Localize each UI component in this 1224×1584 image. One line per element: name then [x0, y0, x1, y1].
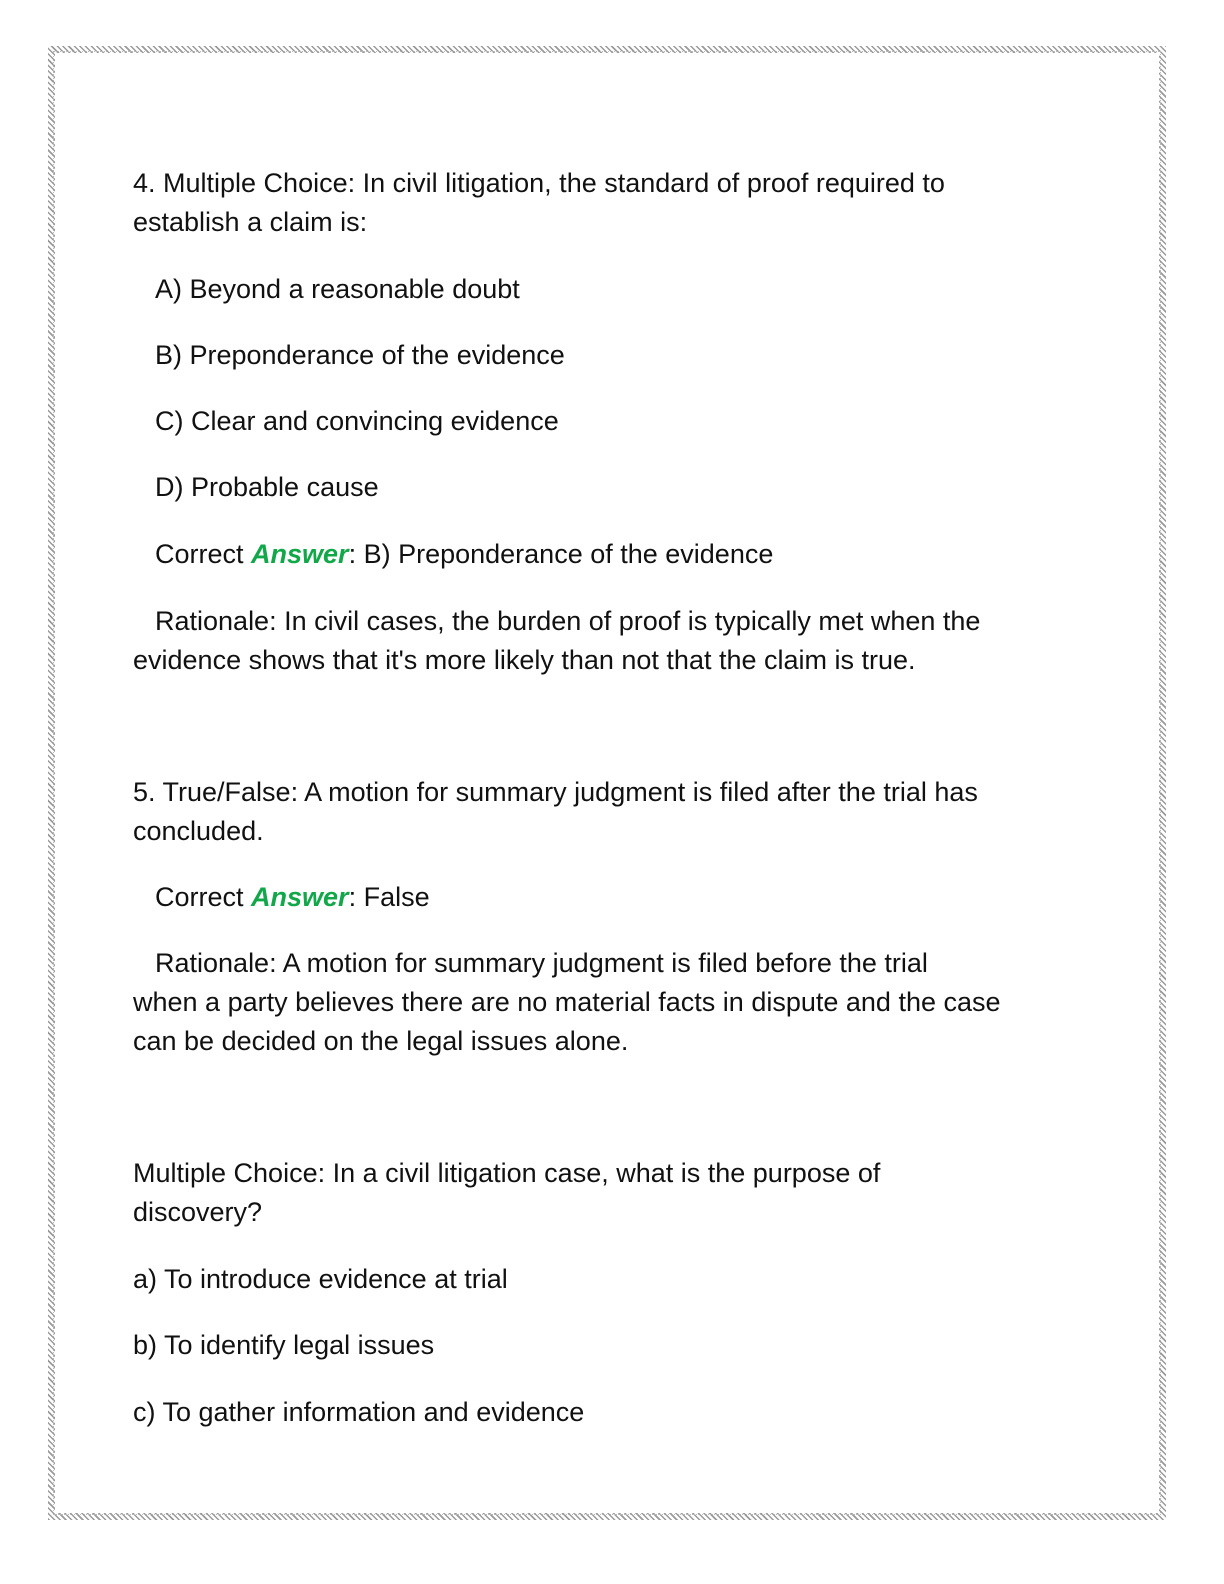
correct-value: : B) Preponderance of the evidence: [348, 539, 774, 569]
q5-rationale-line2: when a party believes there are no material facts in dispute and the case: [133, 987, 1001, 1017]
q4-option-c: C) Clear and convincing evidence: [155, 406, 559, 436]
correct-prefix: Correct: [155, 539, 252, 569]
q4-correct-answer: [155, 534, 773, 574]
q6-option-a: a) To introduce evidence at trial: [133, 1264, 508, 1294]
q6-option-b: b) To identify legal issues: [133, 1330, 435, 1360]
q4-option-a: A) Beyond a reasonable doubt: [155, 274, 520, 304]
q6-option-c: c) To gather information and evidence: [133, 1397, 585, 1427]
q5-correct-answer: [155, 877, 430, 917]
q4-option-d: D) Probable cause: [155, 472, 379, 502]
q5-rationale-line1: Rationale: A motion for summary judgment is filed before the trial: [155, 948, 928, 978]
q5-question-line1: 5. True/False: A motion for summary judgment is filed after the trial has: [133, 777, 978, 807]
q5-rationale-line3: can be decided on the legal issues alone.: [133, 1026, 629, 1056]
correct-prefix: Correct: [155, 882, 252, 912]
answer-label: Answer: [251, 539, 349, 569]
q6-question-line1: Multiple Choice: In a civil litigation case, what is the purpose of: [133, 1158, 881, 1188]
q4-rationale-line2: evidence shows that it's more likely than not that the claim is true.: [133, 645, 916, 675]
q6-question-line2: discovery?: [133, 1197, 263, 1227]
correct-value: : False: [348, 882, 430, 912]
q4-rationale-line1: Rationale: In civil cases, the burden of proof is typically met when the: [155, 606, 981, 636]
q4-question-line2: establish a claim is:: [133, 207, 368, 237]
q5-question-line2: concluded.: [133, 816, 264, 846]
answer-label: Answer: [251, 882, 349, 912]
q4-question-line1: 4. Multiple Choice: In civil litigation, the standard of proof required to: [133, 168, 945, 198]
q4-option-b: B) Preponderance of the evidence: [155, 340, 565, 370]
